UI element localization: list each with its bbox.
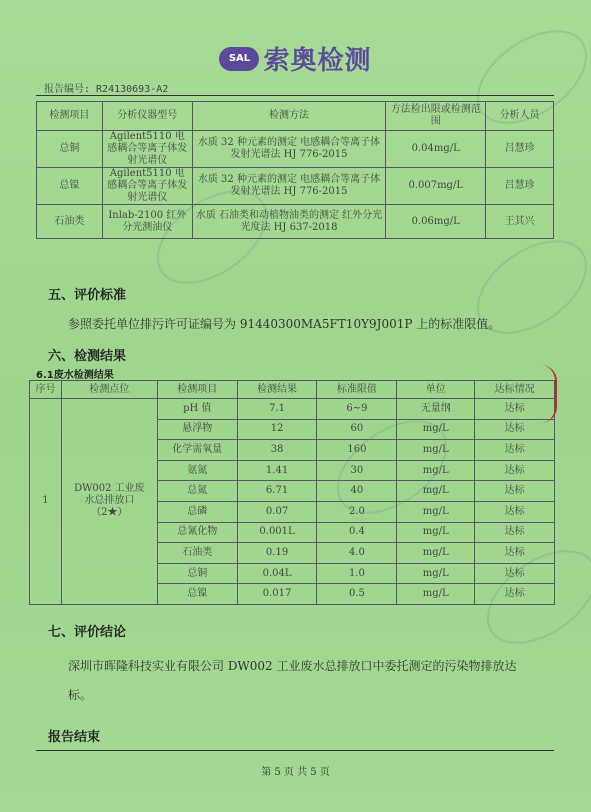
results-table bbox=[29, 380, 555, 605]
report-number: 报告编号: R24130693-A2 bbox=[44, 84, 169, 95]
cell-limit: 60 bbox=[317, 419, 397, 440]
cell-item: 总磷 bbox=[157, 501, 237, 522]
header-cell: 检测项目 bbox=[157, 381, 237, 399]
section-title: 七、评价结论 bbox=[48, 625, 127, 640]
cell-unit: mg/L bbox=[397, 543, 475, 564]
cell-status: 达标 bbox=[475, 419, 555, 440]
section-text: 参照委托单位排污许可证编号为 91440300MA5FT10Y9J001P 上的标准限值。 bbox=[68, 317, 501, 331]
section-text: 深圳市晖隆科技实业有限公司 DW002 工业废水总排放口中委托测定的污染物排放达标。 bbox=[68, 659, 517, 702]
cell-limit: 40 bbox=[317, 481, 397, 502]
cell-limit: 2.0 bbox=[317, 501, 397, 522]
cell-limit: 0.5 bbox=[317, 584, 397, 605]
table-row bbox=[37, 168, 554, 205]
cell-instrument: Inlab-2100 红外分光测油仪 bbox=[102, 205, 192, 239]
cell-limit: 1.0 bbox=[317, 563, 397, 584]
results-table-header bbox=[30, 381, 555, 399]
cell-unit: 无量纲 bbox=[397, 399, 475, 420]
footer-divider bbox=[36, 750, 554, 751]
table-row bbox=[30, 399, 555, 420]
cell-item: 总铜 bbox=[37, 131, 103, 168]
cell-analyst: 王其兴 bbox=[486, 205, 554, 239]
cell-unit: mg/L bbox=[397, 460, 475, 481]
header-cell: 序号 bbox=[30, 381, 62, 399]
header-divider bbox=[36, 95, 554, 96]
cell-item: 悬浮物 bbox=[157, 419, 237, 440]
cell-item: 石油类 bbox=[157, 543, 237, 564]
cell-item: 总镍 bbox=[157, 584, 237, 605]
cell-result: 1.41 bbox=[237, 460, 317, 481]
section-title: 六、检测结果 bbox=[48, 349, 127, 364]
cell-limit: 0.04mg/L bbox=[386, 131, 486, 168]
cell-result: 0.04L bbox=[237, 563, 317, 584]
header-cell: 分析人员 bbox=[486, 102, 554, 131]
cell-method: 水质 32 种元素的测定 电感耦合等离子体发射光谱法 HJ 776-2015 bbox=[192, 131, 386, 168]
cell-item: 化学需氧量 bbox=[157, 440, 237, 461]
cell-status: 达标 bbox=[475, 543, 555, 564]
cell-unit: mg/L bbox=[397, 481, 475, 502]
cell-unit: mg/L bbox=[397, 440, 475, 461]
header-cell: 检测方法 bbox=[192, 102, 386, 131]
header-cell: 单位 bbox=[397, 381, 475, 399]
header-cell: 方法检出限或检测范围 bbox=[386, 102, 486, 131]
logo-badge: SAL bbox=[219, 47, 259, 71]
cell-seq: 1 bbox=[30, 399, 62, 605]
table-row bbox=[37, 205, 554, 239]
cell-status: 达标 bbox=[475, 481, 555, 502]
header-cell: 达标情况 bbox=[475, 381, 555, 399]
cell-result: 12 bbox=[237, 419, 317, 440]
cell-unit: mg/L bbox=[397, 419, 475, 440]
cell-status: 达标 bbox=[475, 563, 555, 584]
cell-status: 达标 bbox=[475, 399, 555, 420]
cell-item: 总镍 bbox=[37, 168, 103, 205]
cell-result: 0.19 bbox=[237, 543, 317, 564]
cell-result: 7.1 bbox=[237, 399, 317, 420]
cell-item: 石油类 bbox=[37, 205, 103, 239]
cell-item: 总氰化物 bbox=[157, 522, 237, 543]
method-table-header bbox=[37, 102, 554, 131]
cell-unit: mg/L bbox=[397, 563, 475, 584]
cell-limit: 6~9 bbox=[317, 399, 397, 420]
cell-unit: mg/L bbox=[397, 584, 475, 605]
cell-item: 总氮 bbox=[157, 481, 237, 502]
header-cell: 检测结果 bbox=[237, 381, 317, 399]
report-end: 报告结束 bbox=[48, 730, 101, 745]
header-cell: 检测点位 bbox=[61, 381, 157, 399]
cell-limit: 30 bbox=[317, 460, 397, 481]
cell-limit: 0.4 bbox=[317, 522, 397, 543]
header-cell: 标准限值 bbox=[317, 381, 397, 399]
company-logo bbox=[0, 40, 591, 77]
cell-item: 氨氮 bbox=[157, 460, 237, 481]
cell-status: 达标 bbox=[475, 440, 555, 461]
cell-method: 水质 石油类和动植物油类的测定 红外分光光度法 HJ 637-2018 bbox=[192, 205, 386, 239]
cell-result: 38 bbox=[237, 440, 317, 461]
cell-limit: 0.007mg/L bbox=[386, 168, 486, 205]
cell-status: 达标 bbox=[475, 460, 555, 481]
cell-limit: 4.0 bbox=[317, 543, 397, 564]
cell-result: 0.07 bbox=[237, 501, 317, 522]
cell-unit: mg/L bbox=[397, 501, 475, 522]
red-pen-mark bbox=[541, 365, 557, 423]
header-cell: 检测项目 bbox=[37, 102, 103, 131]
cell-item: 总铜 bbox=[157, 563, 237, 584]
page-number: 第 5 页 共 5 页 bbox=[261, 767, 330, 778]
cell-point: DW002 工业废水总排放口（2★） bbox=[61, 399, 157, 605]
cell-unit: mg/L bbox=[397, 522, 475, 543]
cell-result: 6.71 bbox=[237, 481, 317, 502]
table-row bbox=[37, 131, 554, 168]
cell-analyst: 吕慧珍 bbox=[486, 168, 554, 205]
cell-limit: 0.06mg/L bbox=[386, 205, 486, 239]
cell-status: 达标 bbox=[475, 522, 555, 543]
cell-result: 0.001L bbox=[237, 522, 317, 543]
cell-instrument: Agilent5110 电感耦合等离子体发射光谱仪 bbox=[102, 131, 192, 168]
cell-limit: 160 bbox=[317, 440, 397, 461]
cell-status: 达标 bbox=[475, 501, 555, 522]
section-title: 五、评价标准 bbox=[48, 288, 127, 303]
cell-item: pH 值 bbox=[157, 399, 237, 420]
cell-status: 达标 bbox=[475, 584, 555, 605]
cell-method: 水质 32 种元素的测定 电感耦合等离子体发射光谱法 HJ 776-2015 bbox=[192, 168, 386, 205]
cell-analyst: 吕慧珍 bbox=[486, 131, 554, 168]
logo-text: 索奥检测 bbox=[263, 46, 372, 76]
header-cell: 分析仪器型号 bbox=[102, 102, 192, 131]
method-table bbox=[36, 101, 554, 239]
cell-instrument: Agilent5110 电感耦合等离子体发射光谱仪 bbox=[102, 168, 192, 205]
watermark-stamp bbox=[460, 221, 591, 353]
cell-result: 0.017 bbox=[237, 584, 317, 605]
subsection-title: 6.1废水检测结果 bbox=[36, 370, 114, 381]
